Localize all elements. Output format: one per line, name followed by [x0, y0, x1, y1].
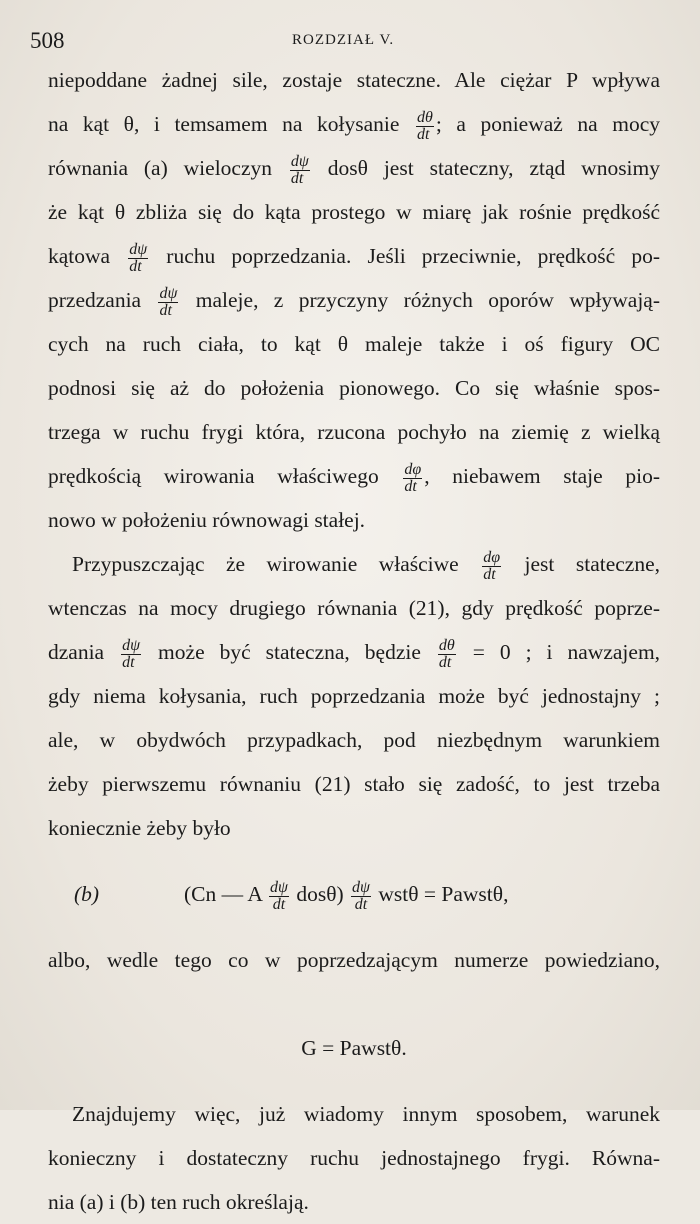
text-line: żeby pierwszemu równaniu (21) stało się zadość, to jest trzeba: [48, 772, 660, 796]
text-line: podnosi się aż do położenia pionowego. Co się właśnie spos-: [48, 376, 660, 400]
equation-body: (Cn — A $\frac{d\psi}{dt}$ dosθ) $\frac{d\psi}{dt}$ wstθ = Pawstθ,: [184, 878, 509, 913]
text-line: wtenczas na mocy drugiego równania (21), gdy prędkość poprze-: [48, 596, 660, 620]
fraction-dphi-dt: $\frac{d\varphi}{dt}$: [404, 460, 422, 495]
text-line: cych na ruch ciała, to kąt θ maleje także i oś figury OC: [48, 332, 660, 356]
fraction-dpsi-dt: $\frac{d\psi}{dt}$: [129, 240, 148, 275]
text-line: konieczny i dostateczny ruchu jednostajnego frygi. Równa-: [48, 1146, 660, 1170]
spacer: [48, 1070, 660, 1092]
text-line: gdy niema kołysania, ruch poprzedzania może być jednostajny ;: [48, 684, 660, 708]
fraction-dpsi-dt: $\frac{d\psi}{dt}$: [270, 878, 288, 913]
text-line: że kąt θ zbliża się do kąta prostego w miarę jak rośnie prędkość: [48, 200, 660, 224]
text-line: kątowa $\frac{d\psi}{dt}$ ruchu poprzedzania. Jeśli przeciwnie, prędkość po-: [48, 240, 660, 275]
text-line: koniecznie żeby było: [48, 816, 231, 840]
page-header: [0, 24, 700, 54]
text-line: trzega w ruchu frygi która, rzucona pochyło na ziemię z wielką: [48, 420, 660, 444]
fraction-dphi-dt: $\frac{d\varphi}{dt}$: [483, 548, 501, 583]
text-line: nowo w położeniu równowagi stałej.: [48, 508, 366, 532]
text-line: nia (a) i (b) ten ruch określają.: [48, 1190, 309, 1214]
fraction-dpsi-dt: $\frac{d\psi}{dt}$: [159, 284, 178, 319]
equation-label: (b): [74, 882, 100, 906]
fraction-dtheta-dt: $\frac{d\theta}{dt}$: [438, 636, 455, 671]
text-line: albo, wedle tego co w poprzedzającym numerze powiedziano,: [48, 948, 660, 972]
text-line: ale, w obydwóch przypadkach, pod niezbędnym warunkiem: [48, 728, 660, 752]
text-line: równania (a) wieloczyn $\frac{d\psi}{dt}$ dosθ jest stateczny, ztąd wnosimy: [48, 152, 661, 187]
text-line: Przypuszczając że wirowanie właściwe $\frac{d\varphi}{dt}$ jest stateczne,: [72, 548, 661, 583]
equation-b: [48, 850, 660, 938]
fraction-dtheta-dt: $\frac{d\theta}{dt}$: [416, 108, 433, 143]
fraction-dpsi-dt: $\frac{d\psi}{dt}$: [352, 878, 370, 913]
body-text: [48, 58, 660, 1224]
text-line: przedzania $\frac{d\psi}{dt}$ maleje, z przyczyny różnych oporów wpływają-: [48, 284, 660, 319]
equation-g: G = Pawstθ.: [301, 1036, 407, 1060]
spacer: [48, 982, 660, 1026]
text-line: Znajdujemy więc, już wiadomy innym sposobem, warunek: [72, 1102, 660, 1126]
fraction-dpsi-dt: $\frac{d\psi}{dt}$: [290, 152, 309, 187]
fraction-dpsi-dt: $\frac{d\psi}{dt}$: [122, 636, 141, 671]
text-line: dzania $\frac{d\psi}{dt}$ może być stateczna, będzie $\frac{d\theta}{dt}$ = 0 ; i nawzajem,: [48, 636, 661, 671]
text-line: prędkością wirowania właściwego $\frac{d\varphi}{dt}$ , niebawem staje pio-: [48, 460, 660, 495]
running-title: ROZDZIAŁ V.: [292, 32, 395, 48]
text-line: niepoddane żadnej sile, zostaje stateczne. Ale ciężar P wpływa: [48, 68, 660, 92]
text-line: na kąt θ, i temsamem na kołysanie $\frac{d\theta}{dt}$ ; a ponieważ na mocy: [48, 108, 660, 143]
page-number: 508: [30, 28, 65, 53]
